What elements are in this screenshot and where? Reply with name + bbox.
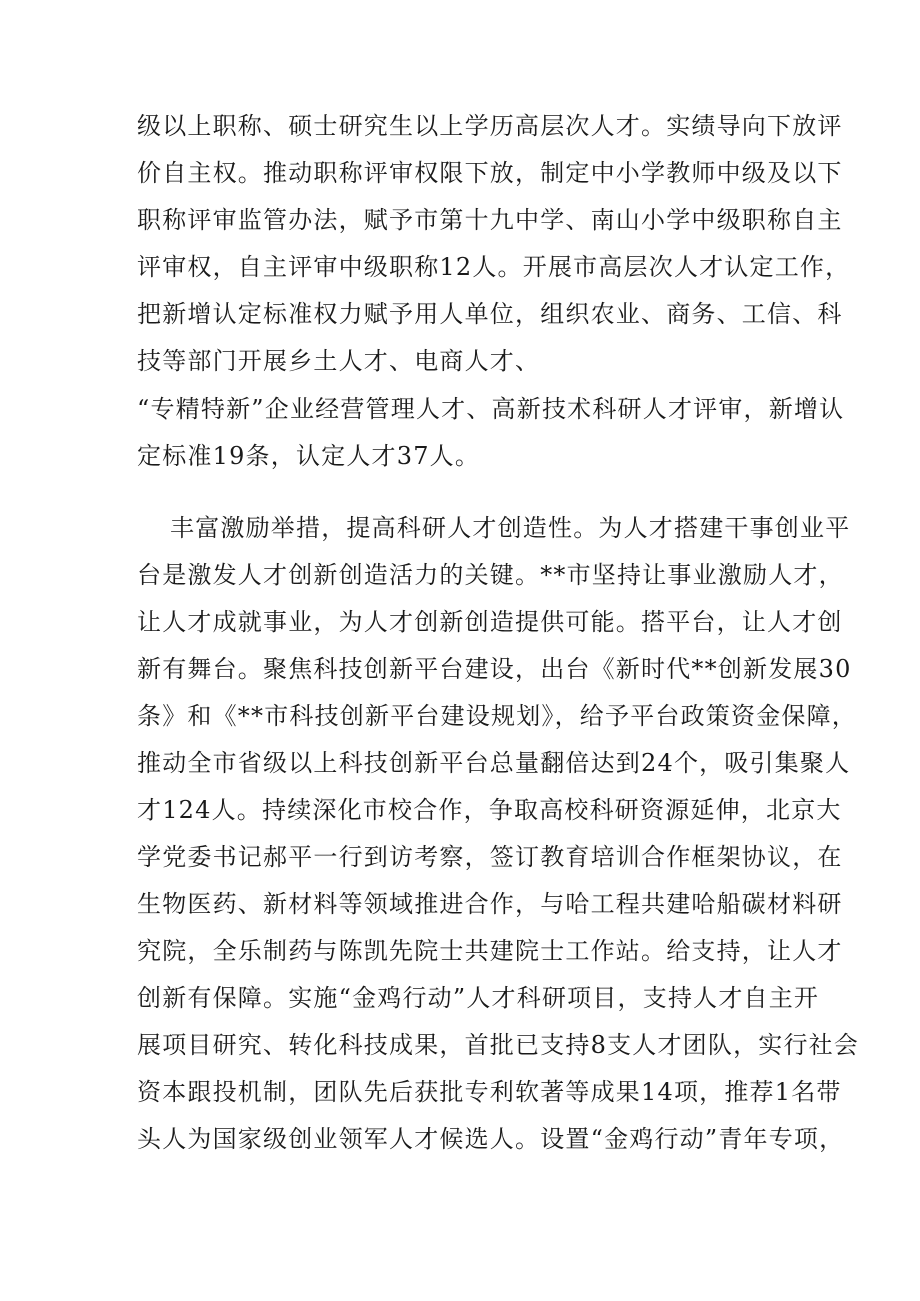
paragraph-1-line-5: 把新增认定标准权力赋予用人单位，组织农业、商务、工信、科 bbox=[137, 300, 843, 328]
paragraph-1-line-4: 评审权，自主评审中级职称12人。开展市高层次人才认定工作， bbox=[137, 253, 851, 281]
paragraph-2-line-14: 头人为国家级创业领军人才候选人。设置“金鸡行动”青年专项， bbox=[137, 1125, 845, 1153]
paragraph-2-line-6: 推动全市省级以上科技创新平台总量翻倍达到24个，吸引集聚人 bbox=[137, 749, 851, 777]
paragraph-2-line-4: 新有舞台。聚焦科技创新平台建设，出台《新时代**创新发展30 bbox=[137, 655, 852, 683]
paragraph-2-line-7: 才124人。持续深化市校合作，争取高校科研资源延伸，北京大 bbox=[137, 796, 842, 824]
paragraph-2-line-9: 生物医药、新材料等领域推进合作，与哈工程共建哈船碳材料研 bbox=[137, 890, 843, 918]
paragraph-1-line-7: “专精特新”企业经营管理人才、高新技术科研人才评审，新增认 bbox=[137, 395, 845, 423]
paragraph-2-line-10: 究院，全乐制药与陈凯先院士共建院士工作站。给支持，让人才 bbox=[137, 937, 843, 965]
paragraph-1-line-6: 技等部门开展乡土人才、电商人才、 bbox=[137, 347, 541, 375]
paragraph-1-line-3: 职称评审监管办法，赋予市第十九中学、南山小学中级职称自主 bbox=[137, 206, 843, 234]
paragraph-2-line-11: 创新有保障。实施“金鸡行动”人才科研项目，支持人才自主开 bbox=[137, 984, 820, 1012]
paragraph-2-line-2: 台是激发人才创新创造活力的关键。**市坚持让事业激励人才， bbox=[137, 561, 844, 589]
paragraph-2-line-3: 让人才成就事业，为人才创新创造提供可能。搭平台，让人才创 bbox=[137, 608, 843, 636]
paragraph-2-line-13: 资本跟投机制，团队先后获批专利软著等成果14项，推荐1名带 bbox=[137, 1078, 842, 1106]
paragraph-1-line-8: 定标准19条，认定人才37人。 bbox=[137, 442, 481, 470]
paragraph-2-line-8: 学党委书记郝平一行到访考察，签订教育培训合作框架协议，在 bbox=[137, 843, 843, 871]
paragraph-1-line-1: 级以上职称、硕士研究生以上学历高层次人才。实绩导向下放评 bbox=[137, 112, 843, 140]
paragraph-2-line-5: 条》和《**市科技创新平台建设规划》，给予平台政策资金保障， bbox=[137, 702, 857, 730]
paragraph-2-line-12: 展项目研究、转化科技成果，首批已支持8支人才团队，实行社会 bbox=[137, 1031, 860, 1059]
paragraph-2-line-1: 丰富激励举措，提高科研人才创造性。为人才搭建干事创业平 bbox=[170, 514, 851, 542]
paragraph-1-line-2: 价自主权。推动职称评审权限下放，制定中小学教师中级及以下 bbox=[137, 159, 843, 187]
